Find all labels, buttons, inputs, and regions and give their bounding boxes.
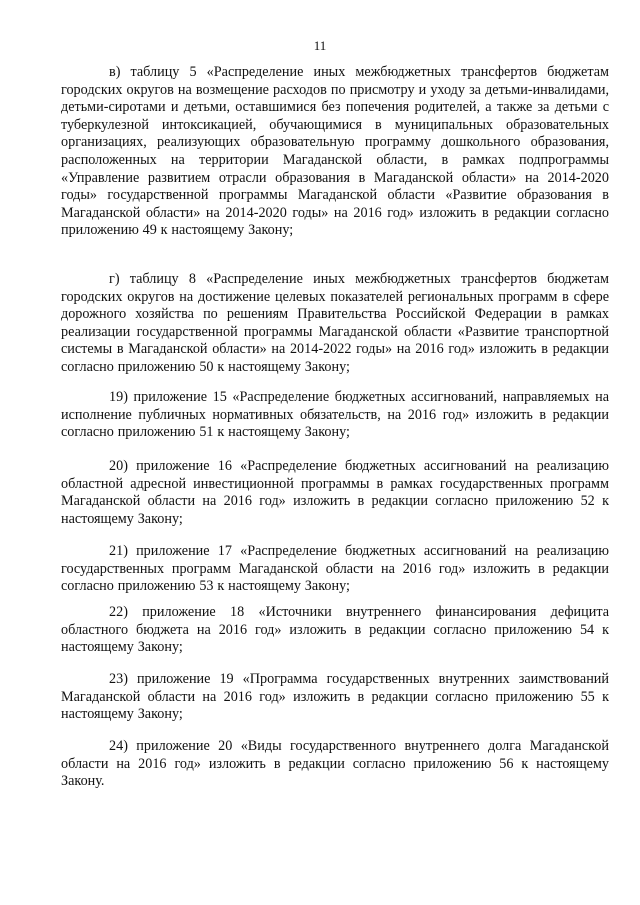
paragraph-item-23: 23) приложение 19 «Программа государственных внутренних заимствований Магаданской области на 2016 год» изложить в редакции согласно приложению 55 к настоящему Закону;	[61, 671, 609, 723]
paragraph-item-19: 19) приложение 15 «Распределение бюджетных ассигнований, направляемых на исполнение публичных нормативных обязательств, на 2016 год» изложить в редакции согласно приложению 51 к настоящему Закону;	[61, 389, 609, 441]
paragraph-item-21: 21) приложение 17 «Распределение бюджетных ассигнований на реализацию государственных программ Магаданской области на 2016 год» изложить в редакции согласно приложению 53 к настоящему Закону;	[61, 543, 609, 595]
paragraph-table-5: в) таблицу 5 «Распределение иных межбюджетных трансфертов бюджетам городских округов на возмещение расходов по присмотру и уходу за детьми-инвалидами, детьми-сиротами и детьми, оставшимися без попечения родителей, а также за детьми с туберкулезной интоксикацией, обучающимися в муниципальных образовательных организациях, реализующих образовательную программу дошкольного образования, расположенных на территории Магаданской области, в рамках подпрограммы «Управление развитием отрасли образования в Магаданской области» на 2014-2020 годы» государственной программы Магаданской области «Развитие образования в Магаданской области» на 2014-2020 годы» на 2016 год» изложить в редакции согласно приложению 49 к настоящему Закону;	[61, 64, 609, 239]
page-number: 11	[313, 38, 327, 53]
paragraph-item-22: 22) приложение 18 «Источники внутреннего финансирования дефицита областного бюджета на 2016 год» изложить в редакции согласно приложению 54 к настоящему Закону;	[61, 604, 609, 656]
paragraph-item-20: 20) приложение 16 «Распределение бюджетных ассигнований на реализацию областной адресной инвестиционной программы в рамках государственных программ Магаданской области на 2016 год» изложить в редакции согласно приложению 52 к настоящему Закону;	[61, 458, 609, 527]
paragraph-table-8: г) таблицу 8 «Распределение иных межбюджетных трансфертов бюджетам городских округов на достижение целевых показателей региональных программ в сфере дорожного хозяйства по решениям Правительства Российской Федерации в рамках реализации государственной программы Магаданской области «Развитие транспортной системы в Магаданской области» на 2014-2022 годы» на 2016 год» изложить в редакции согласно приложению 50 к настоящему Закону;	[61, 271, 609, 375]
paragraph-item-24: 24) приложение 20 «Виды государственного внутреннего долга Магаданской области на 2016 год» изложить в редакции согласно приложению 56 к настоящему Закону.	[61, 738, 609, 790]
